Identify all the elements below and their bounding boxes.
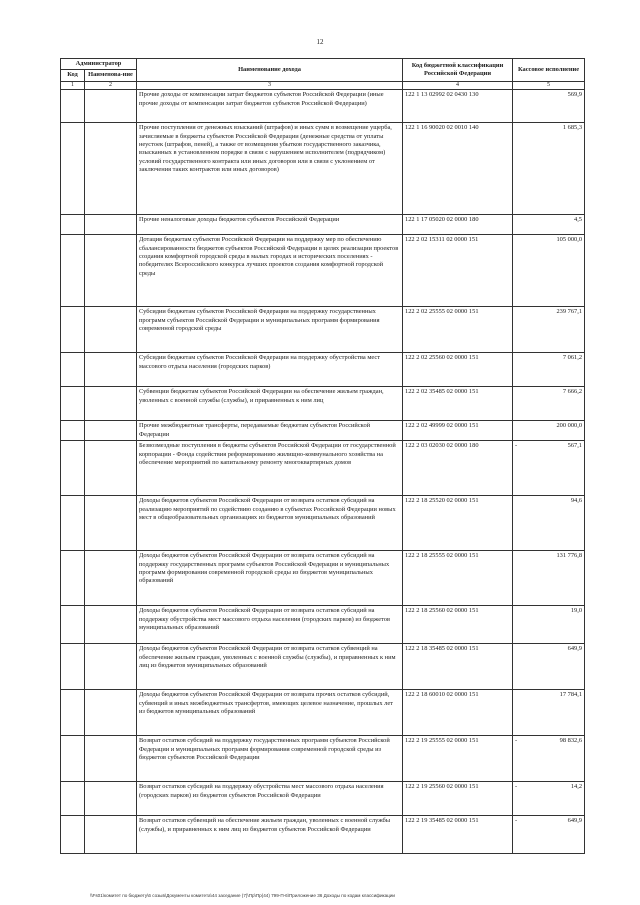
- cash-value: 14,2: [570, 783, 583, 791]
- admin-name-cell: [85, 235, 137, 307]
- income-description: Прочие неналоговые доходы бюджетов субъектов Российской Федерации: [137, 215, 403, 235]
- admin-name-cell: [85, 441, 137, 496]
- admin-name-cell: [85, 551, 137, 606]
- admin-code-cell: [61, 307, 85, 353]
- cash-value-cell: [513, 606, 585, 644]
- kbk-code: 122 2 19 25555 02 0000 151: [403, 736, 513, 782]
- admin-code-cell: [61, 387, 85, 421]
- cash-value: 19,0: [570, 607, 583, 615]
- cash-value: 569,9: [567, 91, 583, 99]
- table-row: [61, 690, 585, 736]
- admin-code-cell: [61, 123, 85, 215]
- cash-value-cell: [513, 235, 585, 307]
- admin-code-cell: [61, 690, 85, 736]
- income-description: Доходы бюджетов субъектов Российской Федерации от возврата остатков субсидий на поддержку обустройства мест массового отдыха населения (городских парков) из бюджетов муниципальных образований: [137, 606, 403, 644]
- cash-value-cell: [513, 644, 585, 690]
- cash-value: 567,1: [567, 442, 583, 450]
- kbk-code: 122 2 18 25555 02 0000 151: [403, 551, 513, 606]
- table-row: [61, 90, 585, 123]
- table-row: [61, 421, 585, 441]
- admin-name-cell: [85, 690, 137, 736]
- admin-code-cell: [61, 421, 85, 441]
- header-admin-name: Наименова-ние: [85, 70, 137, 81]
- income-description: Возврат остатков субсидий на поддержку государственных программ субъектов Российской Федерации и муниципальных программ формирования современной городской среды из бюджетов субъектов Российской Федерации: [137, 736, 403, 782]
- cash-value-cell: [513, 551, 585, 606]
- cash-value: 7 666,2: [562, 388, 583, 396]
- table-row: [61, 551, 585, 606]
- admin-name-cell: [85, 816, 137, 854]
- cash-value: 131 776,8: [556, 552, 583, 560]
- table-row: [61, 215, 585, 235]
- income-description: Прочие межбюджетные трансферты, передаваемые бюджетам субъектов Российской Федерации: [137, 421, 403, 441]
- column-index: 2: [85, 81, 137, 90]
- kbk-code: 122 2 02 25555 02 0000 151: [403, 307, 513, 353]
- header-income-name: Наименование дохода: [137, 59, 403, 82]
- admin-name-cell: [85, 123, 137, 215]
- income-description: Безвозмездные поступления в бюджеты субъектов Российской Федерации от государственной корпорации - Фонда содействия реформированию жилищно-коммунального хозяйства на обеспечение мероприятий по капитальному ремонту многоквартирных домов: [137, 441, 403, 496]
- table-row: [61, 235, 585, 307]
- admin-code-cell: [61, 644, 85, 690]
- admin-code-cell: [61, 441, 85, 496]
- kbk-code: 122 2 18 35485 02 0000 151: [403, 644, 513, 690]
- cash-value-cell: [513, 736, 585, 782]
- income-description: Прочие доходы от компенсации затрат бюджетов субъектов Российской Федерации (иные прочие доходы от компенсации затрат бюджетов субъектов Российской Федерации): [137, 90, 403, 123]
- cash-value-cell: [513, 387, 585, 421]
- admin-name-cell: [85, 736, 137, 782]
- income-description: Возврат остатков субсидий на поддержку обустройства мест массового отдыха населения (городских парков) из бюджетов субъектов Российской Федерации: [137, 782, 403, 816]
- cash-value: 98 832,6: [559, 737, 583, 745]
- admin-code-cell: [61, 353, 85, 387]
- kbk-code: 122 1 13 02992 02 0430 130: [403, 90, 513, 123]
- admin-name-cell: [85, 606, 137, 644]
- table-row: [61, 496, 585, 551]
- kbk-code: 122 2 02 15311 02 0000 151: [403, 235, 513, 307]
- kbk-code: 122 2 19 35485 02 0000 151: [403, 816, 513, 854]
- negative-sign: -: [515, 817, 518, 825]
- table-row: [61, 441, 585, 496]
- page-number: 12: [316, 38, 324, 46]
- admin-code-cell: [61, 782, 85, 816]
- table-row: [61, 123, 585, 215]
- income-description: Дотация бюджетам субъектов Российской Федерации на поддержку мер по обеспечению сбалансированности бюджетов субъектов Российской Федерации в целях реализации проектов создания комфортной городской среды в малых городах и исторических поселениях - победителях Всероссийского конкурса лучших проектов создания комфортной городской среды: [137, 235, 403, 307]
- kbk-code: 122 2 02 49999 02 0000 151: [403, 421, 513, 441]
- kbk-code: 122 2 03 02030 02 0000 180: [403, 441, 513, 496]
- column-index: 1: [61, 81, 85, 90]
- kbk-code: 122 1 16 90020 02 0010 140: [403, 123, 513, 215]
- cash-value-cell: [513, 123, 585, 215]
- table-row: [61, 644, 585, 690]
- header-administrator: Администратор: [61, 59, 137, 70]
- header-kbk: Код бюджетной классификации Российской Федерации: [403, 59, 513, 82]
- income-description: Доходы бюджетов субъектов Российской Федерации от возврата остатков субвенций на обеспечение жильем граждан, уволенных с военной службы (службы), и приравненных к ним лиц из бюджетов муниципальных образований: [137, 644, 403, 690]
- column-index: 5: [513, 81, 585, 90]
- kbk-code: 122 1 17 05020 02 0000 180: [403, 215, 513, 235]
- column-index: 4: [403, 81, 513, 90]
- kbk-code: 122 2 02 35485 02 0000 151: [403, 387, 513, 421]
- table-header-row: [61, 59, 585, 70]
- income-description: Доходы бюджетов субъектов Российской Федерации от возврата остатков субсидий на поддержку государственных программ субъектов Российской Федерации и муниципальных программ формирования современной городской среды из бюджетов муниципальных образований: [137, 551, 403, 606]
- file-path-footer: \\Fs01\комитет по бюджету\6 созыв\Документы комитета\44 заседание (7)\Пр\Пр(44) 799-П-6\Приложение 36 Доходы по кодам классификации: [90, 893, 395, 898]
- cash-value-cell: [513, 215, 585, 235]
- cash-value: 239 767,1: [556, 308, 583, 316]
- column-index: 3: [137, 81, 403, 90]
- cash-value-cell: [513, 421, 585, 441]
- cash-value: 7 061,2: [562, 354, 583, 362]
- cash-value: 200 000,0: [556, 422, 583, 430]
- cash-value: 105 000,0: [556, 236, 583, 244]
- cash-value-cell: [513, 496, 585, 551]
- table-row: [61, 353, 585, 387]
- cash-value-cell: [513, 816, 585, 854]
- admin-name-cell: [85, 644, 137, 690]
- cash-value: 4,5: [574, 216, 583, 224]
- table-row: [61, 816, 585, 854]
- kbk-code: 122 2 02 25560 02 0000 151: [403, 353, 513, 387]
- income-description: Прочие поступления от денежных взысканий (штрафов) и иных сумм в возмещение ущерба, зачисляемые в бюджеты субъектов Российской Федерации (денежные средства от уплаты неустоек (штрафов, пеней), а также от возмещения убытков государственного заказчика, взысканных в установленном порядке в связи с нарушением исполнителем (подрядчиком) условий государственного контракта или иных договоров или в связи с уклонением от заключения таких контрактов или иных договоров): [137, 123, 403, 215]
- cash-value: 649,9: [567, 645, 583, 653]
- admin-code-cell: [61, 496, 85, 551]
- admin-name-cell: [85, 353, 137, 387]
- kbk-code: 122 2 19 25560 02 0000 151: [403, 782, 513, 816]
- admin-code-cell: [61, 816, 85, 854]
- negative-sign: -: [515, 442, 518, 450]
- revenue-table: [60, 58, 585, 854]
- admin-name-cell: [85, 215, 137, 235]
- negative-sign: -: [515, 737, 518, 745]
- admin-name-cell: [85, 387, 137, 421]
- admin-name-cell: [85, 307, 137, 353]
- cash-value: 94,6: [570, 497, 583, 505]
- income-description: Субсидии бюджетам субъектов Российской Федерации на поддержку обустройства мест массового отдыха населения (городских парков): [137, 353, 403, 387]
- column-index-row: [61, 81, 585, 90]
- header-code: Код: [61, 70, 85, 81]
- header-cash-execution: Кассовое исполнение: [513, 59, 585, 82]
- table-row: [61, 606, 585, 644]
- cash-value-cell: [513, 441, 585, 496]
- income-description: Доходы бюджетов субъектов Российской Федерации от возврата остатков субсидий на реализацию мероприятий по содействию созданию в субъектах Российской Федерации новых мест в общеобразовательных организациях из бюджетов муниципальных образований: [137, 496, 403, 551]
- cash-value: 649,9: [567, 817, 583, 825]
- cash-value: 1 685,3: [562, 124, 583, 132]
- kbk-code: 122 2 18 60010 02 0000 151: [403, 690, 513, 736]
- cash-value-cell: [513, 90, 585, 123]
- admin-code-cell: [61, 736, 85, 782]
- admin-name-cell: [85, 421, 137, 441]
- income-description: Доходы бюджетов субъектов Российской Федерации от возврата прочих остатков субсидий, субвенций и иных межбюджетных трансфертов, имеющих целевое назначение, прошлых лет из бюджетов муниципальных образований: [137, 690, 403, 736]
- negative-sign: -: [515, 783, 518, 791]
- table-row: [61, 387, 585, 421]
- admin-code-cell: [61, 215, 85, 235]
- cash-value-cell: [513, 307, 585, 353]
- kbk-code: 122 2 18 25560 02 0000 151: [403, 606, 513, 644]
- table-row: [61, 782, 585, 816]
- cash-value-cell: [513, 690, 585, 736]
- cash-value-cell: [513, 353, 585, 387]
- cash-value-cell: [513, 782, 585, 816]
- table-row: [61, 736, 585, 782]
- admin-code-cell: [61, 90, 85, 123]
- income-description: Субсидии бюджетам субъектов Российской Федерации на поддержку государственных программ субъектов Российской Федерации и муниципальных программ формирования современной городской среды: [137, 307, 403, 353]
- table-row: [61, 307, 585, 353]
- cash-value: 17 784,1: [559, 691, 583, 699]
- admin-code-cell: [61, 235, 85, 307]
- admin-code-cell: [61, 606, 85, 644]
- admin-code-cell: [61, 551, 85, 606]
- kbk-code: 122 2 18 25520 02 0000 151: [403, 496, 513, 551]
- admin-name-cell: [85, 90, 137, 123]
- admin-name-cell: [85, 496, 137, 551]
- income-description: Возврат остатков субвенций на обеспечение жильем граждан, уволенных с военной службы (службы), и приравненных к ним лиц из бюджетов субъектов Российской Федерации: [137, 816, 403, 854]
- income-description: Субвенции бюджетам субъектов Российской Федерации на обеспечение жильем граждан, уволенных с военной службы (службы), и приравненных к ним лиц: [137, 387, 403, 421]
- admin-name-cell: [85, 782, 137, 816]
